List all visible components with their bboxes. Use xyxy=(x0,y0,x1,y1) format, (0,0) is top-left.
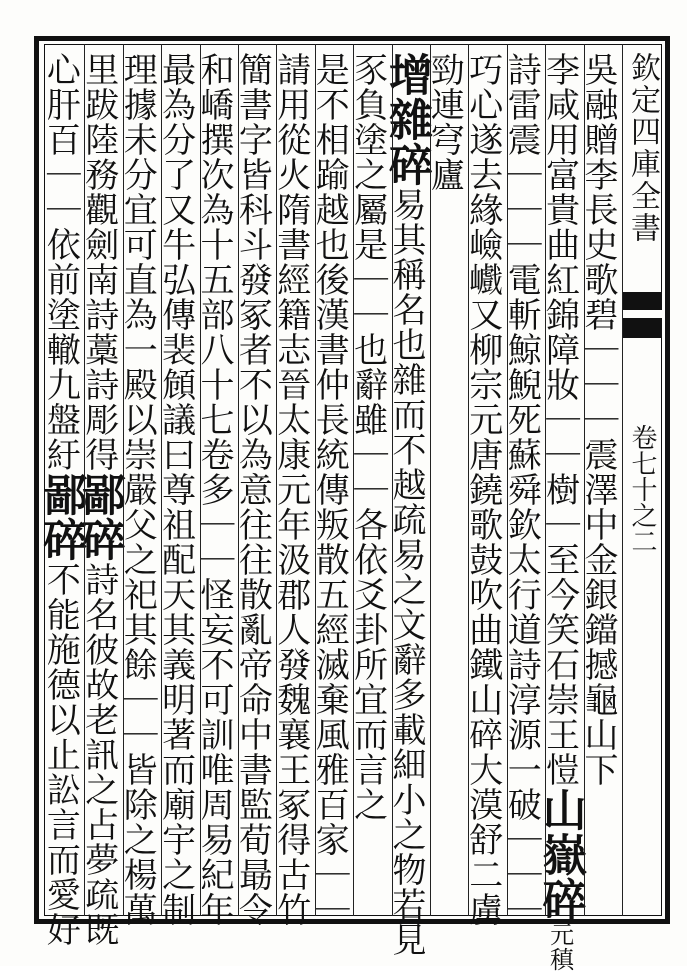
column-text: 和嶠撰次為十五部八十七卷多｜｜怪妄不可訓唯周易紀年 xyxy=(193,52,234,927)
column-text: 最為分了又牛弘傳裴頠議曰尊祖配天其義明著而廟宇之制 xyxy=(155,52,196,927)
entry-heading: 鄙碎 xyxy=(73,472,125,562)
text-column xyxy=(155,52,197,927)
column-rule xyxy=(161,44,162,916)
column-text: 易其稱名也雜而不越疏易之文辭多載細小之物若見 xyxy=(385,187,426,957)
column-rule xyxy=(584,44,585,916)
column-rule xyxy=(392,44,393,916)
column-text: 不能施德以止訟言而愛好 xyxy=(40,562,81,947)
column-rule xyxy=(276,44,277,916)
column-text: 李咸用富貴曲紅錦障妝｜｜樹｜至今笑石崇王愷 xyxy=(539,52,580,787)
entry-heading: 增雜碎 xyxy=(380,52,432,187)
entry-heading: 鄙碎 xyxy=(35,472,87,562)
column-text: 勁連穹廬 xyxy=(424,52,465,192)
column-text: 詩名彼故老訊之占夢疏既 xyxy=(78,562,119,947)
column-rule xyxy=(622,44,623,916)
text-column xyxy=(309,52,351,927)
text-column xyxy=(347,52,389,912)
column-text: 是不相踰越也後漢書仲長統傳叛散五經滅棄風雅百家｜｜ xyxy=(309,52,350,927)
column-rule xyxy=(507,44,508,916)
column-text: 里跋陸務觀劍南詩藁詩彫得 xyxy=(78,52,119,472)
column-text: 詩雷震｜｜｜電斬鯨鯢死蘇舜欽太行道詩淳源一破｜｜｜ xyxy=(501,52,542,927)
text-column xyxy=(462,52,504,927)
column-text: 簡書字皆科斗發冢者不以為意往往散亂帝命中書監荀朂令 xyxy=(232,52,273,927)
column-rule xyxy=(238,44,239,916)
text-column xyxy=(232,52,274,927)
column-text: 巧心遂去緣嶮巇又柳宗元唐鐃歌鼓吹曲鐵山碎大漠舒二虜 xyxy=(462,52,503,927)
text-column xyxy=(73,52,125,947)
column-rule xyxy=(84,44,85,916)
text-column xyxy=(424,52,466,912)
column-text: 吳融贈李長史歌碧｜｜｜震澤中金銀鐺撼龜山下 xyxy=(577,52,618,787)
column-text: 豕負塗之屬是｜｜也辭雖｜｜各依爻卦所宜而言之 xyxy=(347,52,388,822)
column-rule xyxy=(468,44,469,916)
column-text: 請用從火隋書經籍志晉太康元年汲郡人發魏襄王冢得古竹 xyxy=(270,52,311,927)
column-rule xyxy=(123,44,124,916)
column-rule xyxy=(200,44,201,916)
book-title: 欽定四庫全書 xyxy=(625,52,660,244)
margin-banner xyxy=(622,44,662,916)
text-column xyxy=(117,52,159,927)
text-column xyxy=(534,52,586,972)
column-rule xyxy=(353,44,354,916)
text-column xyxy=(577,52,620,912)
column-rule xyxy=(430,44,431,916)
column-text: 理據未分宜可直為一殿以崇嚴父之祀其餘｜｜皆除之楊萬 xyxy=(117,52,158,927)
column-rule xyxy=(315,44,316,916)
text-column xyxy=(270,52,312,927)
text-column xyxy=(35,52,87,947)
entry-heading: 山嶽碎 xyxy=(534,787,586,922)
small-note: 元稹 xyxy=(545,922,574,972)
column-rule xyxy=(545,44,546,916)
text-column xyxy=(501,52,543,927)
column-text: 心肝百｜｜依前塗轍九盤紆 xyxy=(40,52,81,472)
text-column xyxy=(380,52,432,957)
volume-number: 卷七十之二 xyxy=(627,424,657,554)
fishtail-mark xyxy=(622,292,662,338)
text-column xyxy=(193,52,236,927)
